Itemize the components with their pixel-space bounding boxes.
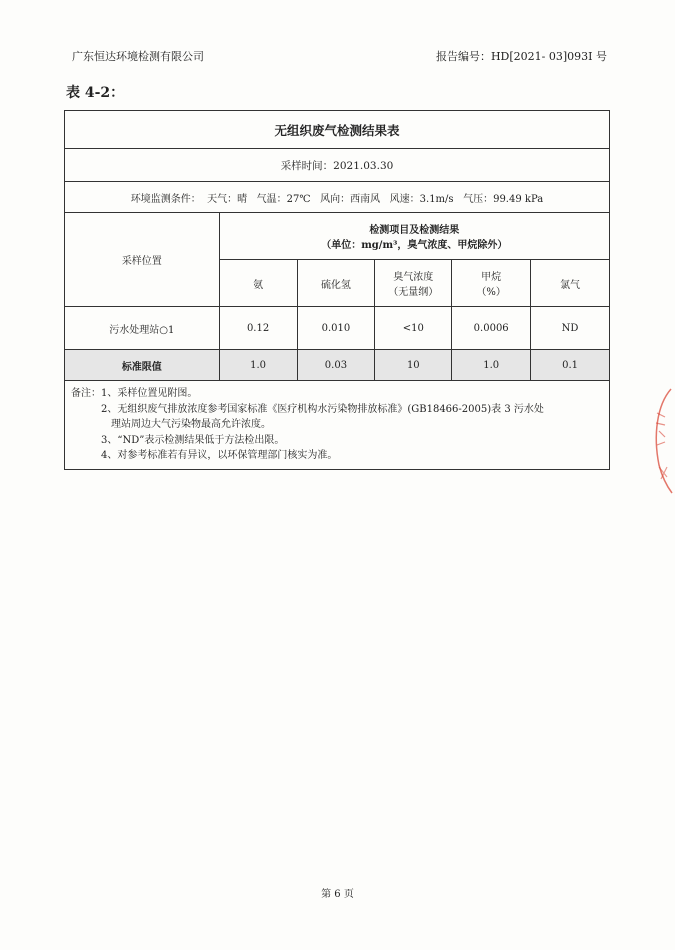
- col-group-unit: （单位：mg/m³，臭气浓度、甲烷除外）: [321, 240, 508, 251]
- standard-value: 1.0: [219, 350, 297, 381]
- table-title: 无组织废气检测结果表: [65, 111, 610, 149]
- page-number: 第 6 页: [321, 889, 354, 900]
- note-line: 备注：1、采样位置见附图。: [71, 388, 198, 399]
- results-table: [64, 110, 610, 470]
- col-header-ammonia: 氨: [219, 260, 297, 307]
- standard-value: 0.1: [531, 350, 610, 381]
- row-location: 污水处理站○1: [65, 307, 220, 350]
- table-row: [65, 307, 610, 350]
- notes-section: [65, 381, 610, 470]
- standard-label: 标准限值: [65, 350, 220, 381]
- cell-value: 0.010: [297, 307, 375, 350]
- company-name: 广东恒达环境检测有限公司: [72, 50, 204, 63]
- cell-value: ND: [531, 307, 610, 350]
- note-line: 4、对参考标准若有异议，以环保管理部门核实为准。: [101, 450, 338, 461]
- col-group-title: 检测项目及检测结果: [369, 225, 460, 236]
- note-line: 3、“ND”表示检测结果低于方法检出限。: [101, 434, 285, 446]
- standard-limit-row: [65, 350, 610, 381]
- partial-stamp-seal: [647, 385, 673, 495]
- cell-value: 0.12: [219, 307, 297, 350]
- monitoring-conditions: 环境监测条件： 天气：晴 气温：27℃ 风向：西南风 风速：3.1m/s 气压：99.49 kPa: [65, 182, 610, 213]
- report-number: 报告编号：HD[2021- 03]093I 号: [435, 50, 607, 63]
- col-header-chlorine: 氯气: [531, 260, 610, 307]
- standard-value: 0.03: [297, 350, 375, 381]
- col-group-header: [219, 213, 609, 260]
- standard-value: 1.0: [452, 350, 531, 381]
- note-line: 2、无组织废气排放浓度参考国家标准《医疗机构水污染物排放标准》(GB18466-2005)表 3 污水处: [101, 403, 544, 415]
- sampling-time: 采样时间：2021.03.30: [65, 149, 610, 182]
- note-line: 理站周边大气污染物最高允许浓度。: [111, 419, 271, 430]
- col-header-odor: 臭气浓度 （无量纲）: [375, 260, 452, 307]
- table-label: 表 4-2：: [66, 85, 125, 101]
- col-header-methane: 甲烷 （%）: [452, 260, 531, 307]
- standard-value: 10: [375, 350, 452, 381]
- col-header-location: 采样位置: [65, 213, 220, 307]
- col-header-h2s: 硫化氢: [297, 260, 375, 307]
- cell-value: 0.0006: [452, 307, 531, 350]
- cell-value: <10: [375, 307, 452, 350]
